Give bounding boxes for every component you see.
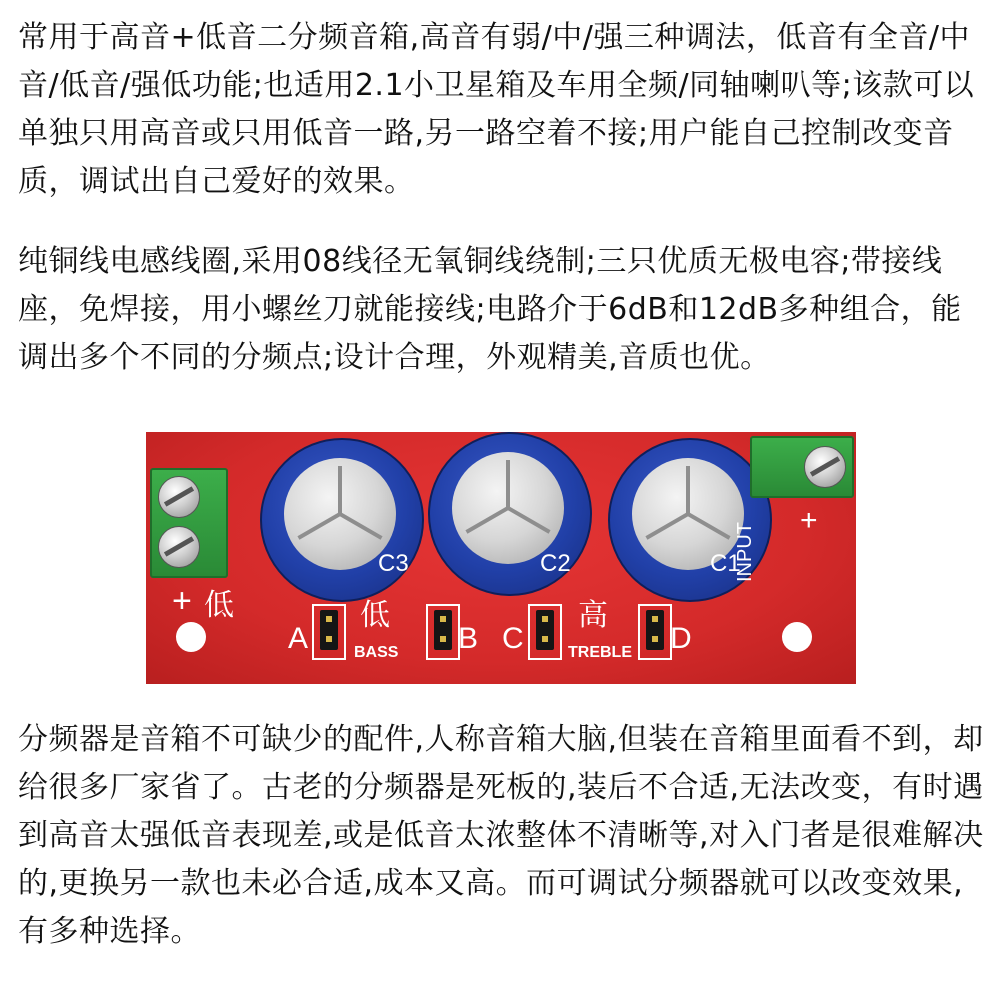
jumper-letter-c: C bbox=[502, 622, 524, 655]
treble-cn-label: 高 bbox=[578, 599, 608, 632]
capacitor-top bbox=[452, 452, 564, 564]
jumper-letter-b: B bbox=[458, 622, 479, 655]
left-terminal-block bbox=[150, 468, 228, 578]
jumper-a bbox=[320, 610, 338, 650]
description-paragraph-2: 纯铜线电感线圈,采用08线径无氧铜线绕制;三只优质无极电容;带接线座，免焊接，用小螺丝刀就能接线;电路介于6dB和12dB多种组合，能调出多个不同的分频点;设计合理，外观精美,音质也优。 bbox=[18, 244, 962, 375]
bass-en-label: BASS bbox=[354, 644, 399, 661]
terminal-screw bbox=[158, 526, 200, 568]
cap-label-c3: C3 bbox=[378, 550, 409, 577]
description-paragraph-3: 分频器是音箱不可缺少的配件,人称音箱大脑,但装在音箱里面看不到，却给很多厂家省了。古老的分频器是死板的,装后不合适,无法改变，有时遇到高音太强低音表现差,或是低音太浓整体不清晰等,对入门者是很难解决的,更换另一款也未必合适,成本又高。而可调试分频器就可以改变效果,有多种选择。 bbox=[18, 722, 984, 949]
right-terminal-block bbox=[750, 436, 854, 498]
terminal-screw bbox=[158, 476, 200, 518]
description-paragraph-1: 常用于高音+低音二分频音箱,高音有弱/中/强三种调法，低音有全音/中音/低音/强低功能;也适用2.1小卫星箱及车用全频/同轴喇叭等;该款可以单独只用高音或只用低音一路,另一路空着不接;用户能自己控制改变音质，调试出自己爱好的效果。 bbox=[18, 20, 975, 199]
left-cn-label: 低 bbox=[204, 589, 234, 622]
jumper-b bbox=[434, 610, 452, 650]
input-plus-label: + bbox=[800, 504, 818, 537]
treble-en-label: TREBLE bbox=[568, 644, 632, 661]
input-label: INPUT bbox=[734, 522, 756, 582]
left-plus-label: + bbox=[172, 582, 192, 620]
jumper-letter-a: A bbox=[288, 622, 309, 655]
jumper-d bbox=[646, 610, 664, 650]
jumper-letter-d: D bbox=[670, 622, 692, 655]
terminal-screw bbox=[804, 446, 846, 488]
mounting-hole-right bbox=[782, 622, 812, 652]
crossover-board-photo bbox=[146, 432, 856, 684]
bass-cn-label: 低 bbox=[360, 599, 390, 632]
jumper-c bbox=[536, 610, 554, 650]
cap-label-c1: C1 bbox=[710, 550, 741, 577]
cap-label-c2: C2 bbox=[540, 550, 571, 577]
mounting-hole-left bbox=[176, 622, 206, 652]
